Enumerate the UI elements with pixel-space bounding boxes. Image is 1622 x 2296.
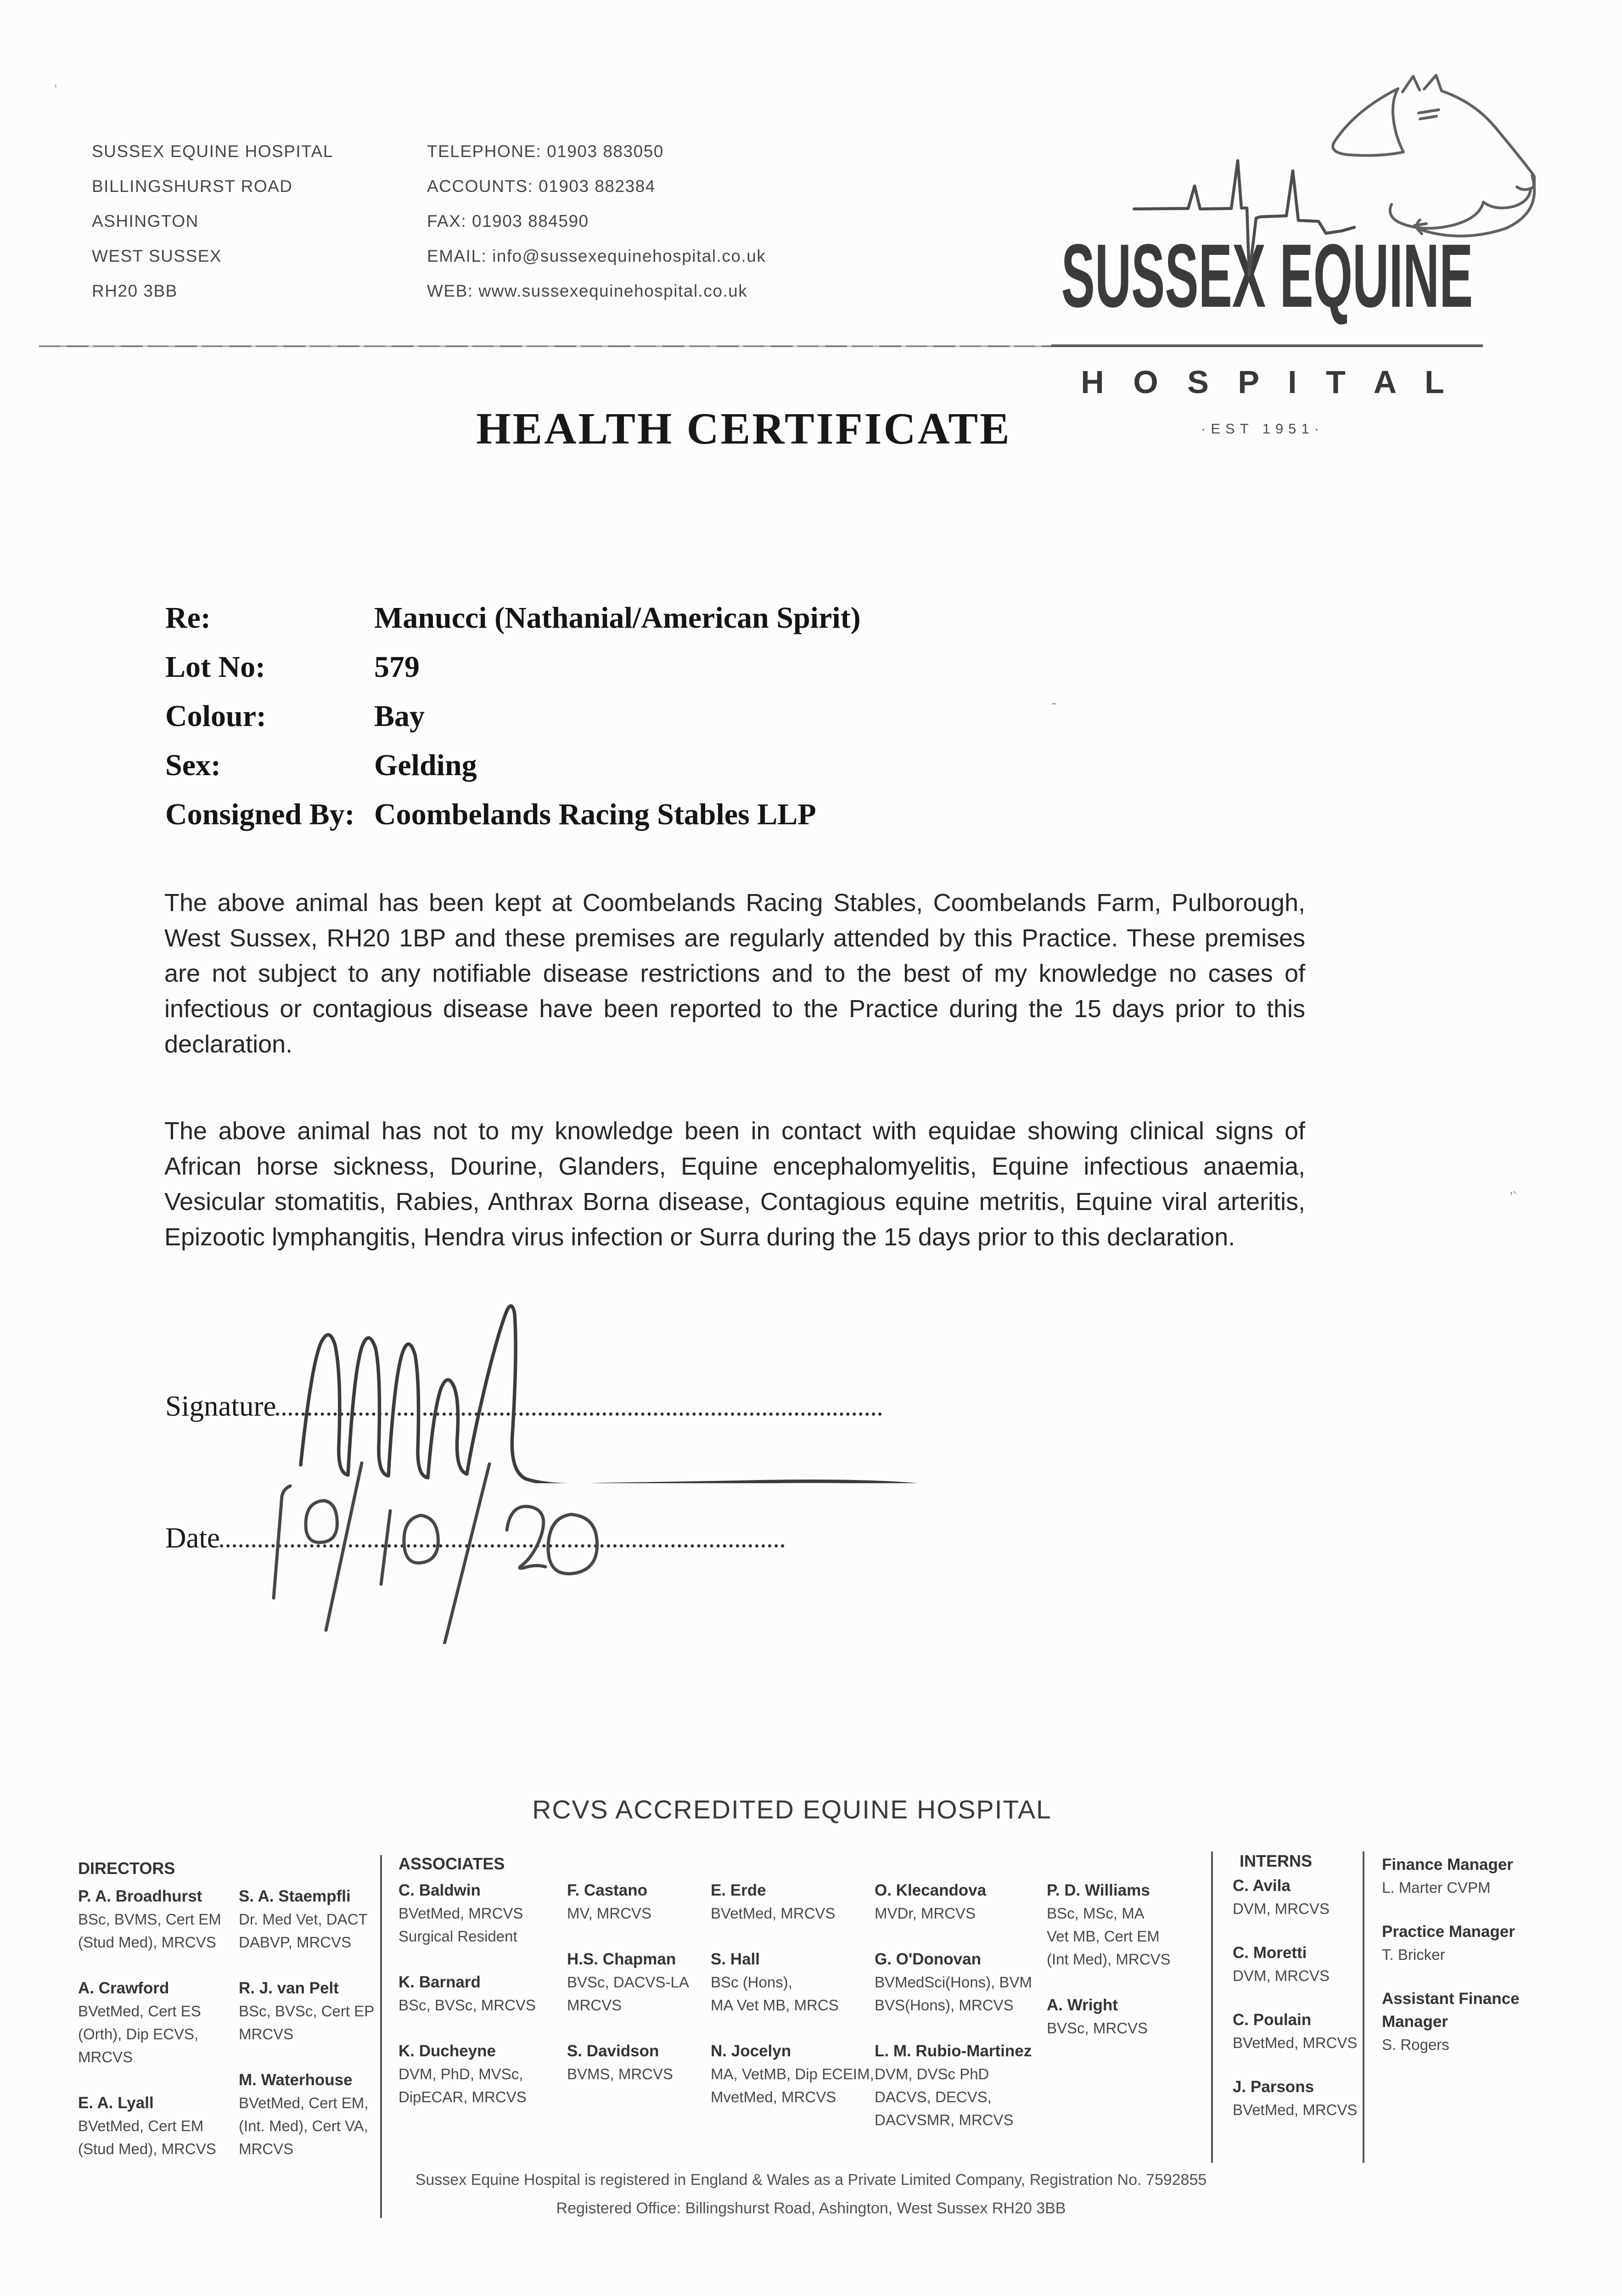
associates-column-1 bbox=[398, 1879, 536, 2132]
footer-line: Sussex Equine Hospital is registered in England & Wales as a Private Limited Company, Registration No. 7592855 bbox=[415, 2171, 1207, 2189]
staff-name: T. Bricker bbox=[1382, 1946, 1445, 1963]
staff-qualification: DipECAR, MRCVS bbox=[398, 2088, 527, 2105]
staff-member bbox=[711, 1879, 874, 1925]
staff-name: F. Castano bbox=[567, 1881, 648, 1899]
staff-member bbox=[239, 1977, 374, 2046]
staff-member bbox=[398, 1971, 536, 2017]
staff-member bbox=[239, 1885, 374, 1954]
staff-member bbox=[398, 2040, 536, 2109]
staff-qualification: BVetMed, MRCVS bbox=[711, 1905, 836, 1922]
address-line: ASHINGTON bbox=[92, 212, 199, 231]
staff-qualification: (Orth), Dip ECVS, bbox=[78, 2026, 199, 2043]
staff-name: N. Jocelyn bbox=[711, 2042, 791, 2060]
scan-artifact: ` bbox=[45, 82, 60, 99]
staff-qualification: BVetMed, Cert ES bbox=[78, 2003, 201, 2020]
date-label: Date bbox=[165, 1522, 220, 1554]
contact-line: ACCOUNTS: 01903 882384 bbox=[427, 177, 656, 196]
staff-name: S. Davidson bbox=[567, 2042, 659, 2060]
paragraph: The above animal has been kept at Coombelands Racing Stables, Coombelands Farm, Pulborough, West Sussex, RH20 1BP and these premises are regularly attended by this Practice. These premises are not subject to any notifiable disease restrictions and to the best of my knowledge no cases of infectious or contagious disease have been reported to the Practice during the 15 days prior to this declaration. bbox=[164, 889, 1305, 1058]
staff-qualification: BVetMed, MRCVS bbox=[398, 1905, 523, 1922]
address-line: BILLINGSHURST ROAD bbox=[92, 177, 293, 196]
footer-line: Registered Office: Billingshurst Road, Ashington, West Sussex RH20 3BB bbox=[556, 2200, 1066, 2217]
declaration-paragraphs bbox=[164, 885, 1305, 1306]
staff-qualification: MRCVS bbox=[239, 2140, 294, 2157]
staff-member bbox=[1233, 2009, 1357, 2054]
staff-role: Finance Manager bbox=[1382, 1856, 1513, 1874]
staff-qualification: BVMedSci(Hons), BVM bbox=[875, 1974, 1032, 1991]
staff-qualification: MA Vet MB, MRCS bbox=[711, 1997, 839, 2014]
contact-line: WEB: www.sussexequinehospital.co.uk bbox=[427, 281, 748, 300]
staff-qualification: DACVSMR, MRCVS bbox=[875, 2111, 1014, 2128]
staff-qualification: BSc (Hons), bbox=[711, 1974, 792, 1991]
staff-qualification: MV, MRCVS bbox=[567, 1905, 651, 1922]
staff-name: H.S. Chapman bbox=[567, 1950, 676, 1968]
detail-value: Gelding bbox=[374, 748, 477, 782]
staff-member bbox=[1382, 1853, 1584, 1899]
staff-role: Assistant Finance Manager bbox=[1382, 1990, 1520, 2031]
staff-qualification: (Stud Med), MRCVS bbox=[78, 2140, 216, 2157]
staff-name: S. A. Staempfli bbox=[239, 1887, 351, 1905]
detail-label: Sex: bbox=[165, 748, 221, 782]
staff-member bbox=[398, 1879, 536, 1948]
staff-name: O. Klecandova bbox=[875, 1881, 987, 1899]
staff-name: L. Marter CVPM bbox=[1382, 1879, 1491, 1896]
staff-name: E. Erde bbox=[711, 1881, 766, 1899]
staff-name: M. Waterhouse bbox=[239, 2071, 353, 2089]
column-divider bbox=[380, 1855, 382, 2218]
staff-qualification: DVM, DVSc PhD bbox=[875, 2065, 989, 2082]
associates-column-5 bbox=[1047, 1879, 1171, 2063]
detail-row bbox=[165, 593, 861, 642]
associates-heading: ASSOCIATES bbox=[398, 1854, 505, 1873]
staff-name: K. Ducheyne bbox=[398, 2042, 496, 2060]
staff-qualification: DVM, MRCVS bbox=[1233, 1900, 1330, 1917]
staff-member bbox=[1382, 1920, 1584, 1966]
staff-qualification: BVSc, DACVS-LA bbox=[567, 1974, 689, 1991]
interns-heading: INTERNS bbox=[1240, 1851, 1313, 1870]
staff-name: P. D. Williams bbox=[1047, 1881, 1150, 1899]
staff-member bbox=[239, 2069, 374, 2161]
staff-qualification: MRCVS bbox=[239, 2026, 294, 2043]
staff-qualification: MVDr, MRCVS bbox=[875, 1905, 976, 1922]
staff-member bbox=[567, 2040, 689, 2086]
detail-row bbox=[165, 692, 861, 741]
signature-label: Signature bbox=[165, 1390, 276, 1422]
staff-member bbox=[1047, 1879, 1171, 1971]
staff-name: L. M. Rubio-Martinez bbox=[875, 2042, 1032, 2060]
associates-column-3 bbox=[711, 1879, 874, 2132]
staff-member bbox=[875, 2040, 1032, 2132]
staff-name: C. Baldwin bbox=[398, 1881, 481, 1899]
staff-name: S. Rogers bbox=[1382, 2036, 1449, 2053]
column-divider bbox=[1211, 1851, 1213, 2163]
staff-qualification: Dr. Med Vet, DACT bbox=[239, 1911, 368, 1928]
staff-qualification: DVM, MRCVS bbox=[1233, 1967, 1330, 1984]
detail-label: Colour: bbox=[165, 699, 266, 733]
ecg-trace-icon bbox=[1079, 156, 1364, 312]
staff-qualification: DACVS, DECVS, bbox=[875, 2088, 992, 2105]
staff-name: K. Barnard bbox=[398, 1973, 481, 1991]
staff-qualification: MvetMed, MRCVS bbox=[711, 2088, 836, 2105]
staff-qualification: MA, VetMB, Dip ECEIM, bbox=[711, 2065, 874, 2082]
animal-details bbox=[165, 593, 861, 839]
staff-member bbox=[1233, 1874, 1357, 1920]
address-line: WEST SUSSEX bbox=[92, 247, 222, 265]
staff-name: E. A. Lyall bbox=[78, 2094, 154, 2112]
interns-column bbox=[1233, 1874, 1357, 2143]
staff-qualification: BVetMed, Cert EM, bbox=[239, 2094, 369, 2111]
directors-heading: DIRECTORS bbox=[78, 1859, 175, 1878]
staff-member bbox=[875, 1879, 1032, 1925]
detail-row bbox=[165, 790, 861, 839]
staff-member bbox=[78, 2092, 221, 2161]
detail-row bbox=[165, 642, 861, 692]
staff-qualification: (Int Med), MRCVS bbox=[1047, 1951, 1171, 1968]
staff-qualification: BVetMed, MRCVS bbox=[1233, 2034, 1358, 2051]
staff-member bbox=[567, 1879, 689, 1925]
detail-value: Bay bbox=[374, 699, 425, 733]
staff-name: G. O'Donovan bbox=[875, 1950, 981, 1968]
staff-member bbox=[875, 1948, 1032, 2017]
logo-underline bbox=[1051, 344, 1483, 347]
letterhead-contact bbox=[427, 134, 766, 309]
staff-member bbox=[711, 2040, 874, 2109]
staff-role: Practice Manager bbox=[1382, 1923, 1515, 1941]
staff-member bbox=[711, 1948, 874, 2017]
staff-member bbox=[1233, 2076, 1357, 2122]
staff-name: P. A. Broadhurst bbox=[78, 1887, 202, 1905]
staff-qualification: BVMS, MRCVS bbox=[567, 2065, 673, 2082]
staff-qualification: (Stud Med), MRCVS bbox=[78, 1934, 216, 1951]
staff-qualification: MRCVS bbox=[567, 1997, 622, 2014]
address-line: RH20 3BB bbox=[92, 281, 178, 300]
detail-value: Coombelands Racing Stables LLP bbox=[374, 798, 816, 831]
staff-qualification: BSc, MSc, MA bbox=[1047, 1905, 1145, 1922]
registration-footer bbox=[0, 2166, 1622, 2223]
detail-value: Manucci (Nathanial/American Spirit) bbox=[374, 601, 861, 635]
staff-member bbox=[1382, 1987, 1584, 2056]
logo-established-label: ·EST 1951· bbox=[1201, 421, 1324, 437]
staff-qualification: BVetMed, MRCVS bbox=[1233, 2101, 1358, 2118]
staff-name: R. J. van Pelt bbox=[239, 1979, 339, 1997]
staff-name: S. Hall bbox=[711, 1950, 760, 1968]
detail-label: Consigned By: bbox=[165, 798, 355, 831]
detail-value: 579 bbox=[374, 650, 420, 684]
handwritten-date bbox=[239, 1446, 615, 1644]
staff-member bbox=[1047, 1994, 1171, 2040]
letterhead-address bbox=[92, 134, 333, 309]
accreditation-heading: RCVS ACCREDITED EQUINE HOSPITAL bbox=[532, 1795, 1052, 1824]
staff-member bbox=[567, 1948, 689, 2017]
contact-line: TELEPHONE: 01903 883050 bbox=[427, 142, 664, 161]
paragraph: The above animal has not to my knowledge been in contact with equidae showing clinical signs of African horse sickness, Dourine, Glanders, Equine encephalomyelitis, Equine infectious anaemia, Vesicular stomatitis, Rabies, Anthrax Borna disease, Contagious equine metritis, Equine viral arteritis, Epizootic lymphangitis, Hendra virus infection or Surra during the 15 days prior to this declaration. bbox=[164, 1117, 1305, 1251]
scan-artifact: ’‵ bbox=[1510, 1189, 1517, 1206]
staff-name: A. Crawford bbox=[78, 1979, 169, 1997]
scan-artifact: - bbox=[1051, 694, 1057, 712]
detail-row bbox=[165, 741, 861, 790]
staff-member bbox=[1233, 1941, 1357, 1987]
staff-qualification: BVS(Hons), MRCVS bbox=[875, 1997, 1014, 2014]
staff-name: A. Wright bbox=[1047, 1996, 1118, 2014]
management-column bbox=[1382, 1853, 1584, 2077]
staff-qualification: BSc, BVSc, MRCVS bbox=[398, 1997, 536, 2014]
staff-member bbox=[78, 1977, 221, 2069]
contact-line: EMAIL: info@sussexequinehospital.co.uk bbox=[427, 247, 766, 265]
staff-qualification: BSc, BVMS, Cert EM bbox=[78, 1911, 221, 1928]
logo-hospital-label: H O S P I T A L bbox=[1081, 364, 1454, 400]
detail-label: Lot No: bbox=[165, 650, 266, 684]
directors-column-1 bbox=[78, 1885, 221, 2183]
staff-qualification: Surgical Resident bbox=[398, 1928, 517, 1945]
address-line: SUSSEX EQUINE HOSPITAL bbox=[92, 142, 333, 161]
column-divider bbox=[1363, 1851, 1364, 2163]
staff-qualification: DABVP, MRCVS bbox=[239, 1934, 352, 1951]
detail-label: Re: bbox=[165, 601, 211, 635]
page-title: HEALTH CERTIFICATE bbox=[476, 404, 1011, 453]
staff-qualification: (Int. Med), Cert VA, bbox=[239, 2117, 368, 2134]
staff-qualification: Vet MB, Cert EM bbox=[1047, 1928, 1160, 1945]
staff-name: J. Parsons bbox=[1233, 2078, 1314, 2096]
staff-name: C. Moretti bbox=[1233, 1944, 1307, 1962]
staff-name: C. Poulain bbox=[1233, 2011, 1312, 2029]
staff-qualification: BSc, BVSc, Cert EP bbox=[239, 2003, 375, 2020]
logo-wordmark: SUSSEX EQUINE bbox=[1061, 225, 1473, 326]
staff-member bbox=[78, 1885, 221, 1954]
staff-qualification: DVM, PhD, MVSc, bbox=[398, 2065, 523, 2082]
associates-column-4 bbox=[875, 1879, 1032, 2155]
staff-qualification: MRCVS bbox=[78, 2048, 133, 2065]
associates-column-2 bbox=[567, 1879, 689, 2109]
staff-qualification: BVetMed, Cert EM bbox=[78, 2117, 204, 2134]
staff-name: C. Avila bbox=[1233, 1877, 1291, 1895]
staff-qualification: BVSc, MRCVS bbox=[1047, 2020, 1148, 2037]
contact-line: FAX: 01903 884590 bbox=[427, 212, 589, 231]
directors-column-2 bbox=[239, 1885, 374, 2183]
